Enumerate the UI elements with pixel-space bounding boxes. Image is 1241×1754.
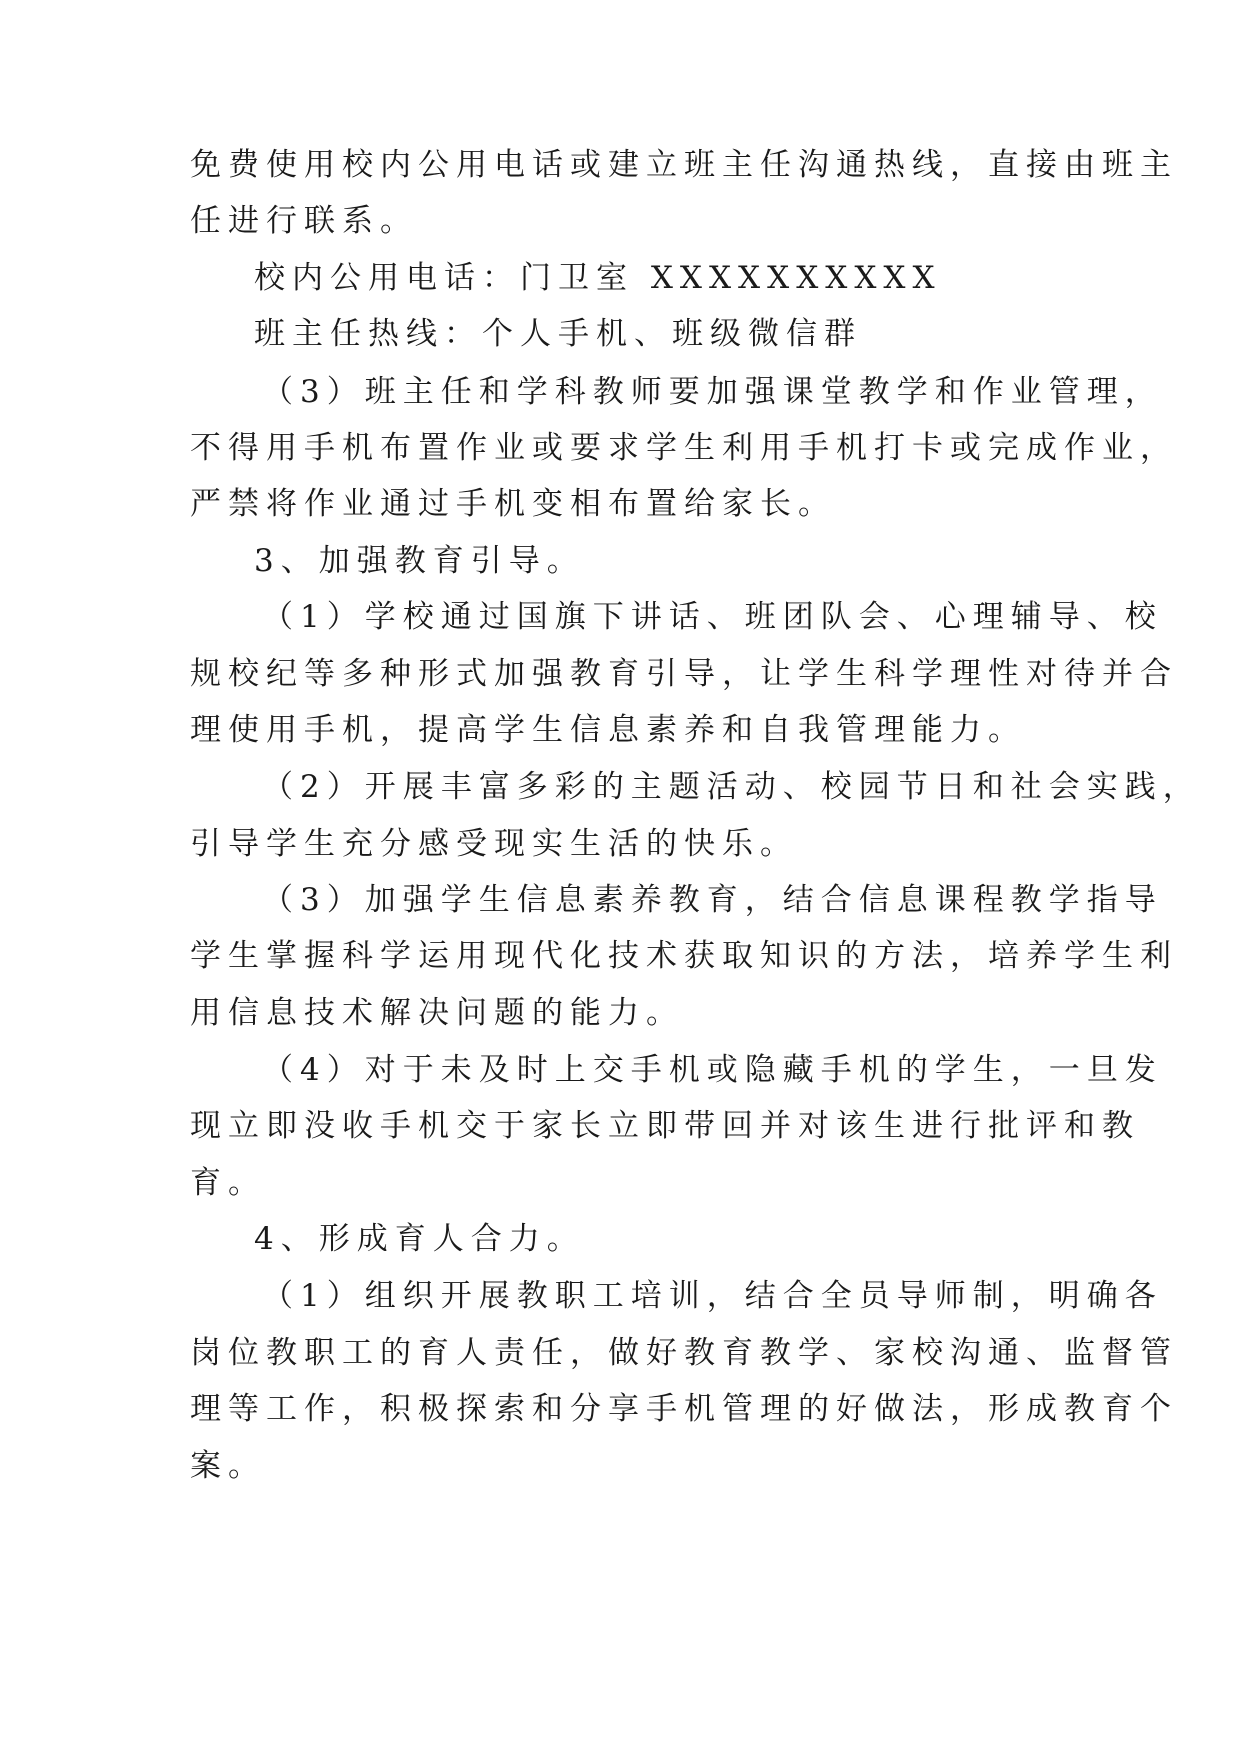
paragraph-line: 引导学生充分感受现实生活的快乐。 [190,826,798,862]
hotline-line: 班主任热线：个人手机、班级微信群 [254,316,862,352]
section-heading: 4、形成育人合力。 [254,1221,585,1257]
phone-line: 校内公用电话：门卫室 XXXXXXXXXX [254,260,942,296]
paragraph-line: 严禁将作业通过手机变相布置给家长。 [190,486,836,522]
paragraph-line: 学生掌握科学运用现代化技术获取知识的方法，培养学生利 [190,938,1178,974]
paragraph-line: （3）班主任和学科教师要加强课堂教学和作业管理， [262,374,1163,410]
paragraph-line: 理等工作，积极探索和分享手机管理的好做法，形成教育个 [190,1391,1178,1427]
paragraph-line: 用信息技术解决问题的能力。 [190,995,684,1031]
paragraph-line: 岗位教职工的育人责任，做好教育教学、家校沟通、监督管 [190,1335,1178,1371]
paragraph-line: 不得用手机布置作业或要求学生利用手机打卡或完成作业， [190,430,1178,466]
paragraph-line: 规校纪等多种形式加强教育引导，让学生科学理性对待并合 [190,656,1178,692]
paragraph-line: 案。 [190,1448,266,1484]
paragraph-line: （1）组织开展教职工培训，结合全员导师制，明确各 [262,1278,1163,1314]
paragraph-line: （1）学校通过国旗下讲话、班团队会、心理辅导、校 [262,599,1163,635]
paragraph-line: （2）开展丰富多彩的主题活动、校园节日和社会实践， [262,769,1201,805]
paragraph-line: 现立即没收手机交于家长立即带回并对该生进行批评和教 [190,1108,1140,1144]
paragraph-line: 免费使用校内公用电话或建立班主任沟通热线，直接由班主 [190,147,1178,183]
paragraph-line: 理使用手机，提高学生信息素养和自我管理能力。 [190,712,1026,748]
paragraph-line: （4）对于未及时上交手机或隐藏手机的学生，一旦发 [262,1052,1163,1088]
paragraph-line: 任进行联系。 [190,203,418,239]
paragraph-line: 育。 [190,1165,266,1201]
section-heading: 3、加强教育引导。 [254,543,585,579]
paragraph-line: （3）加强学生信息素养教育，结合信息课程教学指导 [262,882,1163,918]
